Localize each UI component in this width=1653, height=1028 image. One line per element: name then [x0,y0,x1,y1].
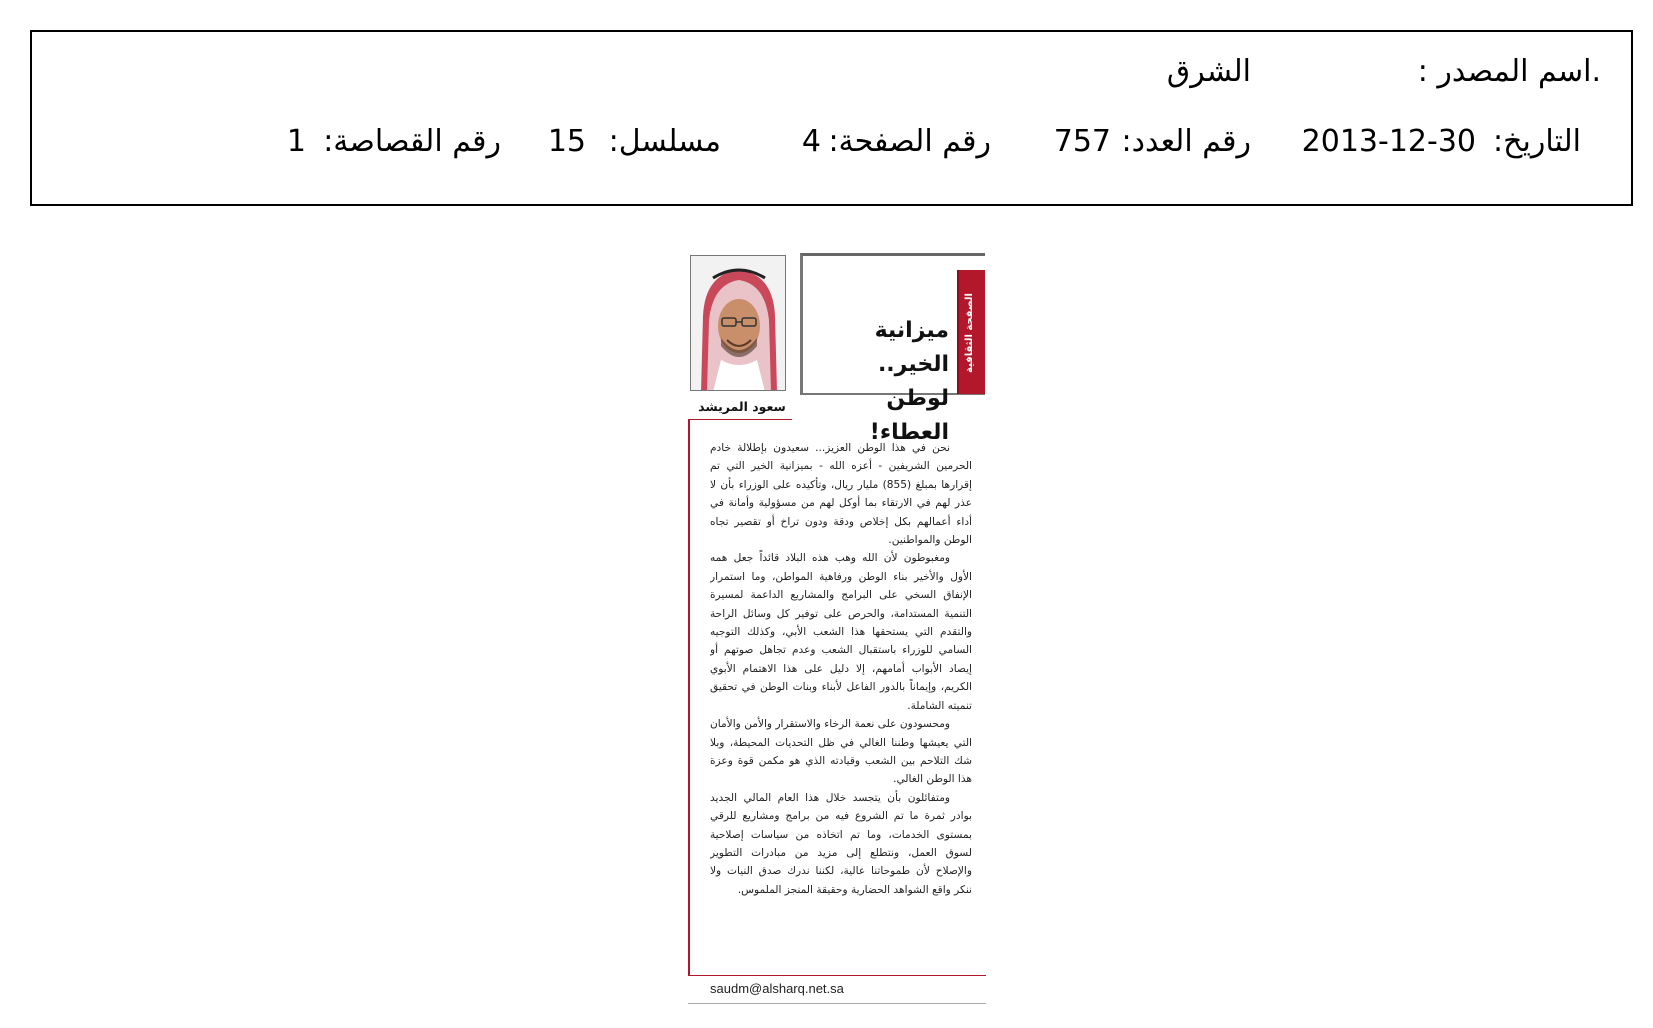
section-ribbon-label: الصفحة الثقافية [964,293,975,373]
article-title-line-1: ميزانية الخير.. [874,318,949,377]
clipping-bottom-rule [688,1003,986,1004]
article-title-box [800,253,985,445]
article-paragraph: ومحسودون على نعمة الرخاء والاستقرار والأمن والأمان التي يعيشها وطننا الغالي في ظل التحديات المحيطة، وبلا شك التلاحم بين الشعب وقيادته الذي هو مكمن قوة وعزة هذا الوطن الغالي. [710,718,972,786]
article-paragraph: ومتفائلون بأن يتجسد خلال هذا العام المالي الجديد بوادر ثمرة ما تم الشروع فيه من برامج ومشاريع للرقي بمستوى الخدمات، وما تم اتخاذه من سياسات إصلاحية لسوق العمل، ونتطلع إلى مزيد من مبادرات التطوير والإصلاح لأن طموحاتنا عالية، لكننا ندرك صدق النيات ولا ننكر واقع الشواهد الحضارية وحقيقة المنجز الملموس. [710,791,972,896]
date-value: 2013-12-30 [1301,124,1476,159]
source-label: .اسم المصدر : [1417,54,1601,89]
clip-label: رقم القصاصة: [323,124,501,159]
issue-value: 757 [1053,124,1111,159]
page-label: رقم الصفحة: [828,124,991,159]
serial-value: 15 [547,124,586,159]
page-value: 4 [801,124,821,159]
issue-label: رقم العدد: [1121,124,1251,159]
author-portrait-image [691,256,786,391]
article-body [710,439,972,959]
article-title-line-2: لوطن العطاء! [869,386,949,445]
source-info-box [30,30,1633,206]
source-value: الشرق [1166,54,1251,89]
clip-value: 1 [286,124,306,159]
author-photo [690,255,786,391]
article-paragraph: نحن في هذا الوطن العزيز... سعيدون بإطلالة خادم الحرمين الشريفين - أعزه الله - بميزانية الخير التي تم إقرارها بمبلغ (855) مليار ريال، وتأكيده على الوزراء بأن لا عذر لهم في الارتقاء بما أوكل لهم من مسؤولية وأمانة في أداء أعمالهم بكل إخلاص ودقة ودون تراخ أو تقصير تجاه الوطن والمواطنين. [710,442,972,547]
newspaper-clipping [688,251,988,1008]
date-label: التاريخ: [1493,124,1581,159]
author-email: saudm@alsharq.net.sa [710,981,844,996]
author-name: سعود المريشد [698,399,786,414]
article-frame-top-rule [688,419,792,420]
serial-label: مسلسل: [608,124,721,159]
article-paragraph: ومغبوطون لأن الله وهب هذه البلاد قائداً جعل همه الأول والأخير بناء الوطن ورفاهية المواطن، وما استمرار الإنفاق السخي على البرامج والمشاريع الداعمة لمسيرة التنمية المستدامة، والحرص على توفير كل وسائل الراحة والتقدم التي يستحقها هذا الشعب الأبي، وكذلك التوجيه السامي للوزراء باستقبال الشعب وعدم تجاهل صوتهم أو إيصاد الأبواب أمامهم، إلا دليل على هذا الاهتمام الأبوي الكريم، وإيماناً بالدور الفاعل لأبناء وبنات الوطن في تحقيق تنميته الشاملة. [710,552,972,712]
